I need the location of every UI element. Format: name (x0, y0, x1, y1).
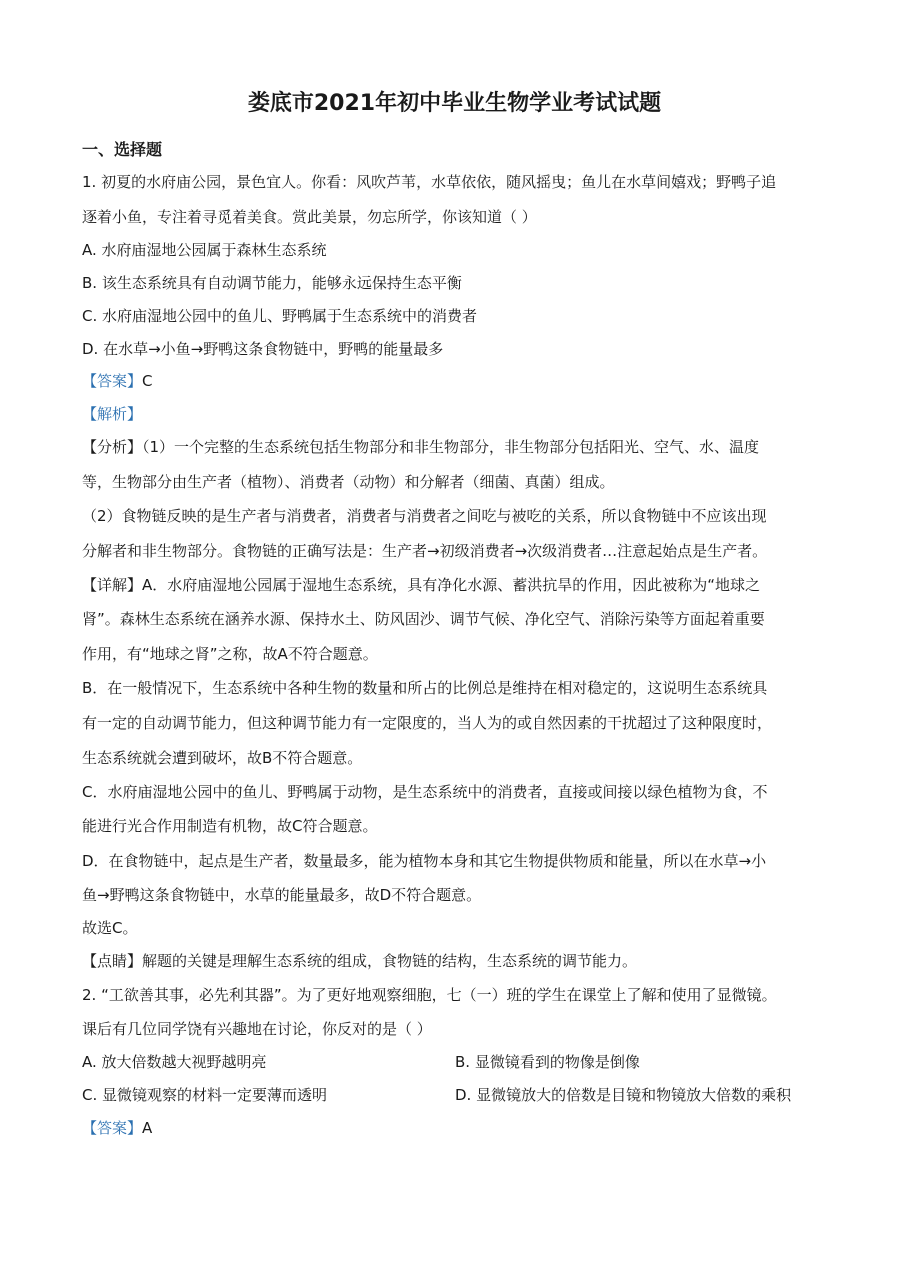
q1-option-d: D. 在水草→小鱼→野鸭这条食物链中，野鸭的能量最多 (82, 340, 444, 358)
q2-answer (82, 1118, 832, 1138)
q1-option-c: C. 水府庙湿地公园中的鱼儿、野鸭属于生态系统中的消费者 (82, 307, 478, 325)
analysis-line: 等，生物部分由生产者（植物）、消费者（动物）和分解者（细菌、真菌）组成。 (82, 473, 615, 491)
answer-value: C (142, 372, 153, 390)
answer-label: 【答案】 (82, 372, 143, 390)
answer-label: 【答案】 (82, 1119, 143, 1137)
analysis-line: 作用，有“地球之肾”之称，故A不符合题意。 (82, 645, 378, 663)
q2-option-b: B. 显微镜看到的物像是倒像 (455, 1053, 640, 1071)
analysis-line: 【详解】A．水府庙湿地公园属于湿地生态系统，具有净化水源、蓄洪抗旱的作用，因此被称为“地球之 (82, 576, 761, 594)
q1-analysis-label: 【解析】 (82, 405, 143, 423)
analysis-line: D．在食物链中，起点是生产者，数量最多，能为植物本身和其它生物提供物质和能量，所以在水草→小 (82, 852, 767, 870)
analysis-line: 肾”。森林生态系统在涵养水源、保持水土、防风固沙、调节气候、净化空气、消除污染等方面起着重要 (82, 610, 765, 628)
analysis-line: 【点睛】解题的关键是理解生态系统的组成，食物链的结构，生态系统的调节能力。 (82, 952, 638, 970)
analysis-line: （2）食物链反映的是生产者与消费者，消费者与消费者之间吃与被吃的关系，所以食物链中不应该出现 (82, 507, 767, 525)
exam-title: 娄底市2021年初中毕业生物学业考试试题 (247, 91, 662, 116)
analysis-line: 故选C。 (82, 919, 138, 937)
analysis-line: 生态系统就会遭到破坏，故B不符合题意。 (82, 749, 363, 767)
analysis-line: C．水府庙湿地公园中的鱼儿、野鸭属于动物，是生态系统中的消费者，直接或间接以绿色植物为食，不 (82, 783, 768, 801)
q1-option-a: A. 水府庙湿地公园属于森林生态系统 (82, 241, 327, 259)
analysis-line: 能进行光合作用制造有机物，故C符合题意。 (82, 817, 378, 835)
analysis-line: 鱼→野鸭这条食物链中，水草的能量最多，故D不符合题意。 (82, 886, 482, 904)
q1-stem-cont: 逐着小鱼，专注着寻觅着美食。赏此美景，勿忘所学，你该知道（ ） (82, 208, 537, 226)
section-heading: 一、选择题 (82, 140, 163, 159)
q2-stem: 2. “工欲善其事，必先利其器”。为了更好地观察细胞，七（一）班的学生在课堂上了解和使用了显微镜。 (82, 986, 777, 1004)
analysis-line: B．在一般情况下，生态系统中各种生物的数量和所占的比例总是维持在相对稳定的，这说明生态系统具 (82, 679, 768, 697)
q2-option-a: A. 放大倍数越大视野越明亮 (82, 1053, 267, 1071)
analysis-line: 有一定的自动调节能力，但这种调节能力有一定限度的，当人为的或自然因素的干扰超过了这种限度时， (82, 714, 773, 732)
q2-stem-cont: 课后有几位同学饶有兴趣地在讨论，你反对的是（ ） (82, 1020, 432, 1038)
q1-option-b: B. 该生态系统具有自动调节能力，能够永远保持生态平衡 (82, 274, 462, 292)
answer-value: A (142, 1119, 153, 1137)
q1-answer (82, 371, 832, 391)
q2-option-c: C. 显微镜观察的材料一定要薄而透明 (82, 1086, 328, 1104)
q2-option-d: D. 显微镜放大的倍数是目镜和物镜放大倍数的乘积 (455, 1086, 792, 1104)
analysis-line: 【分析】（1）一个完整的生态系统包括生物部分和非生物部分，非生物部分包括阳光、空气、水、温度 (82, 438, 760, 456)
q1-stem: 1. 初夏的水府庙公园，景色宜人。你看：风吹芦苇，水草依依，随风摇曳；鱼儿在水草间嬉戏；野鸭子追 (82, 173, 777, 191)
analysis-line: 分解者和非生物部分。食物链的正确写法是：生产者→初级消费者→次级消费者…注意起始点是生产者。 (82, 542, 768, 560)
